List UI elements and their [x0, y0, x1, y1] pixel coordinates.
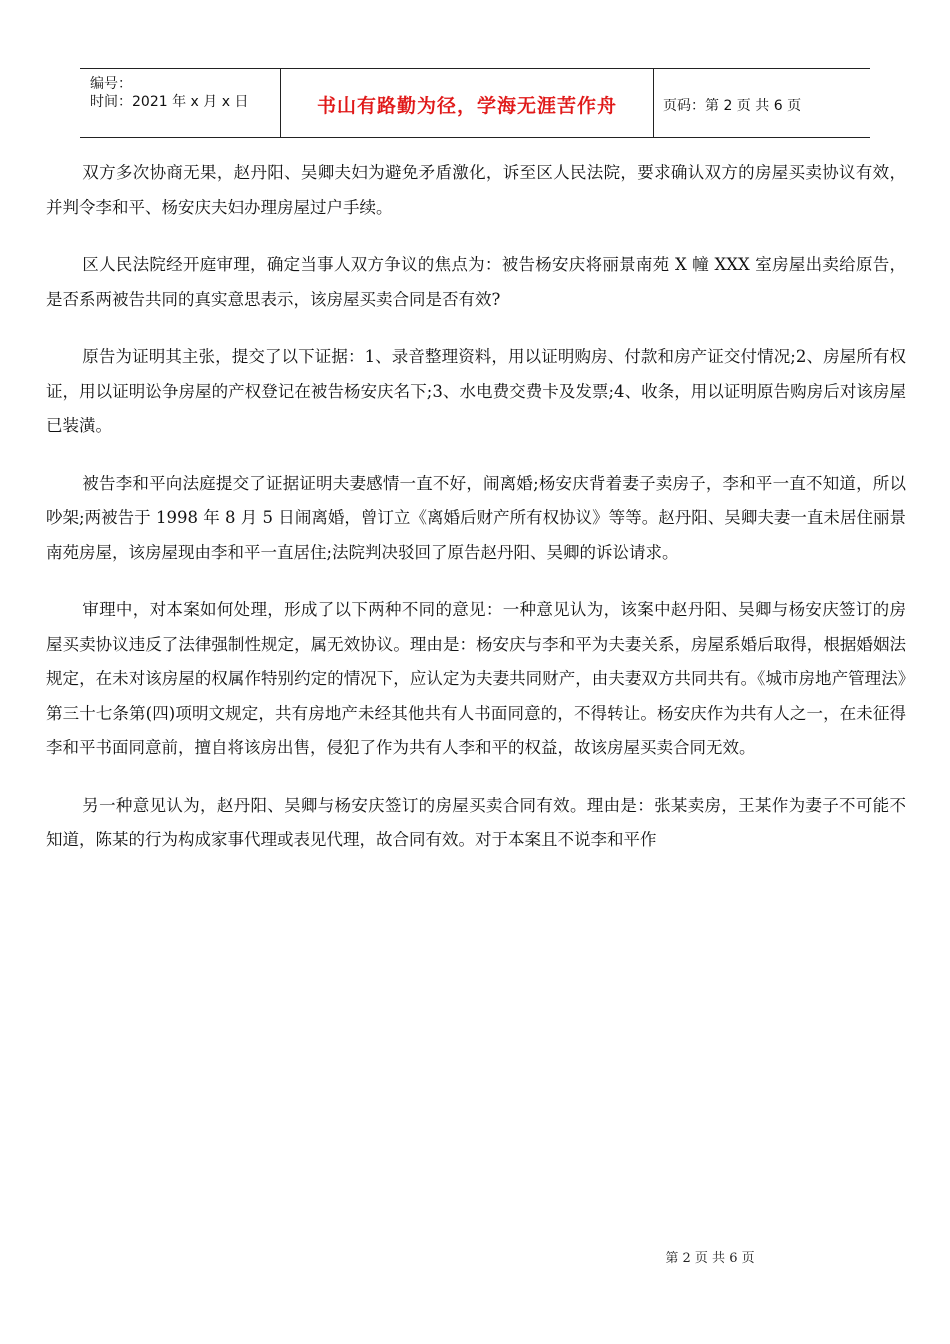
paragraph: 被告李和平向法庭提交了证据证明夫妻感情一直不好，闹离婚;杨安庆背着妻子卖房子，李和平一直不知道，所以吵架;两被告于 1998 年 8 月 5 日闹离婚，曾订立《离婚后财产所有权协议》等等。赵丹阳、吴卿夫妻一直未居住丽景南苑房屋，该房屋现由李和平一直居住;法院判决驳回了原告赵丹阳、吴卿的诉讼请求。 [46, 473, 906, 562]
paragraph: 原告为证明其主张，提交了以下证据：1、录音整理资料，用以证明购房、付款和房产证交付情况;2、房屋所有权证，用以证明讼争房屋的产权登记在被告杨安庆名下;3、水电费交费卡及发票;4、收条，用以证明原告购房后对该房屋已装潢。 [46, 347, 906, 435]
paragraph: 区人民法院经开庭审理，确定当事人双方争议的焦点为：被告杨安庆将丽景南苑 X 幢 XXX 室房屋出卖给原告，是否系两被告共同的真实意思表示，该房屋买卖合同是否有效? [46, 255, 906, 309]
paragraph: 双方多次协商无果，赵丹阳、吴卿夫妇为避免矛盾激化，诉至区人民法院，要求确认双方的房屋买卖协议有效，并判令李和平、杨安庆夫妇办理房屋过户手续。 [46, 163, 906, 217]
paragraph: 另一种意见认为，赵丹阳、吴卿与杨安庆签订的房屋买卖合同有效。理由是：张某卖房，王某作为妻子不可能不知道，陈某的行为构成家事代理或表见代理，故合同有效。对于本案且不说李和平作 [46, 795, 906, 849]
document-header [80, 68, 870, 138]
footer-page-number: 第 2 页 共 6 页 [665, 1251, 755, 1266]
document-date: 时间：2021 年 x 月 x 日 [90, 94, 249, 110]
document-body [46, 156, 906, 881]
header-page-cell [653, 69, 870, 137]
document-number: 编号： [90, 76, 132, 92]
page-footer [0, 1247, 950, 1266]
header-motto: 书山有路勤为径，学海无涯苦作舟 [316, 95, 617, 117]
header-motto-cell [280, 69, 654, 137]
paragraph: 审理中，对本案如何处理，形成了以下两种不同的意见：一种意见认为，该案中赵丹阳、吴卿与杨安庆签订的房屋买卖协议违反了法律强制性规定，属无效协议。理由是：杨安庆与李和平为夫妻关系，房屋系婚后取得，根据婚姻法规定，在未对该房屋的权属作特别约定的情况下，应认定为夫妻共同财产，由夫妻双方共同共有。《城市房地产管理法》第三十七条第(四)项明文规定，共有房地产未经其他共有人书面同意的，不得转让。杨安庆作为共有人之一，在未征得李和平书面同意前，擅自将该房出售，侵犯了作为共有人李和平的权益，故该房屋买卖合同无效。 [46, 600, 906, 757]
header-page-code: 页码：第 2 页 共 6 页 [663, 98, 802, 114]
header-meta-cell [80, 69, 280, 137]
